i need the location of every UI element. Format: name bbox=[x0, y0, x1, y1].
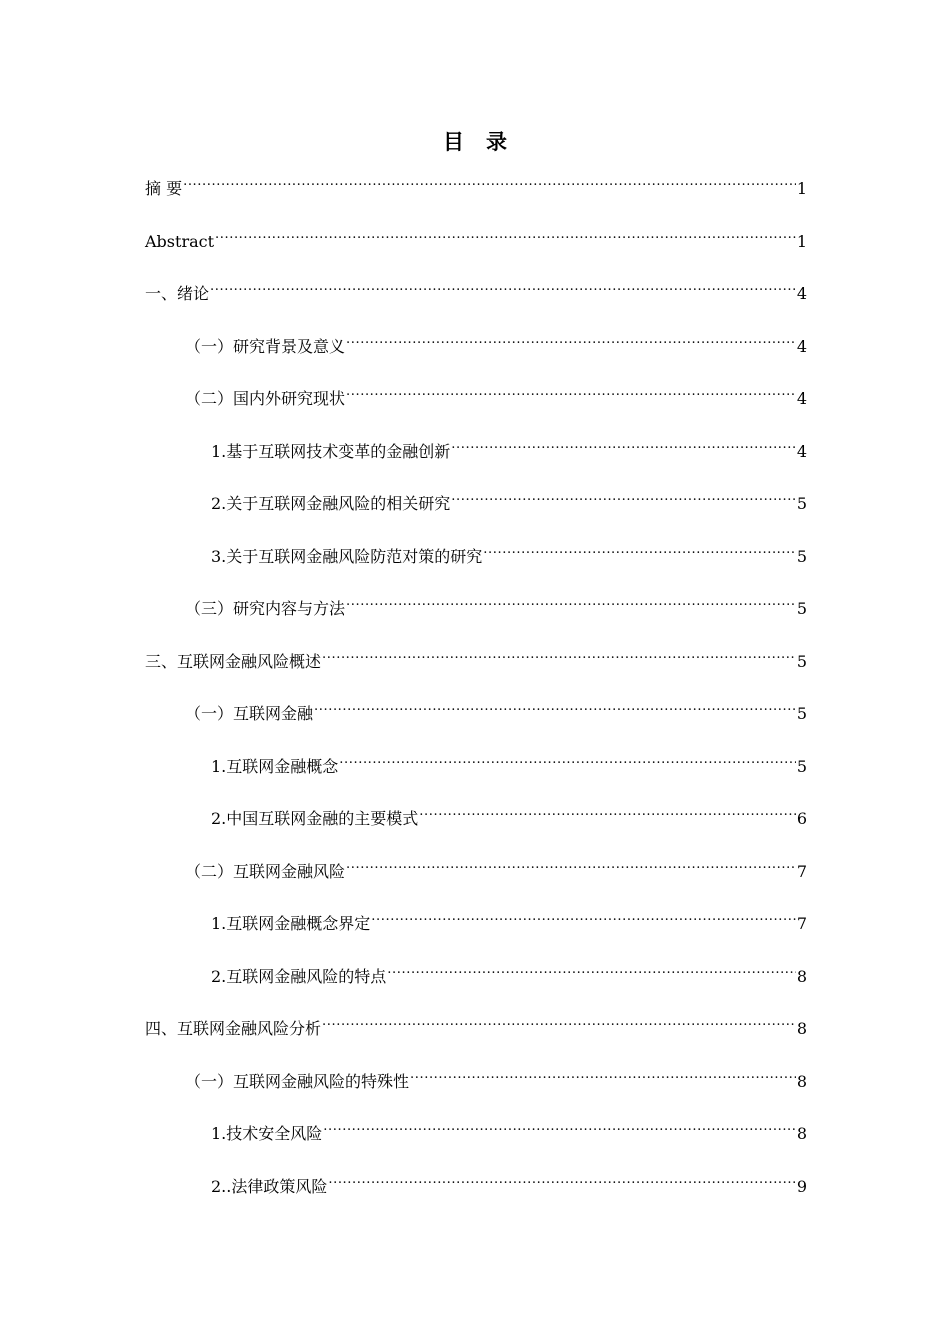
toc-entry-page: 8 bbox=[796, 1071, 807, 1091]
toc-entry[interactable] bbox=[145, 637, 807, 690]
toc-entry-label: （一）互联网金融风险的特殊性 bbox=[185, 1071, 410, 1091]
toc-entry[interactable] bbox=[145, 322, 807, 375]
toc-entry[interactable] bbox=[145, 689, 807, 742]
toc-entry-label: （一）互联网金融 bbox=[185, 704, 314, 723]
toc-entry-page: 5 bbox=[796, 494, 807, 513]
toc-dot-leader bbox=[322, 637, 796, 667]
toc-dot-leader bbox=[322, 1004, 796, 1034]
toc-dot-leader bbox=[183, 164, 796, 194]
toc-dot-leader bbox=[451, 427, 796, 457]
toc-entry[interactable] bbox=[145, 899, 807, 952]
toc-entry-label: 2.中国互联网金融的主要模式 bbox=[211, 809, 419, 828]
toc-entry-page: 8 bbox=[796, 966, 807, 986]
toc-dot-leader bbox=[387, 952, 796, 982]
toc-entry-label: 1.技术安全风险 bbox=[211, 1124, 323, 1143]
toc-dot-leader bbox=[328, 1162, 795, 1192]
toc-entry[interactable] bbox=[145, 847, 807, 900]
toc-entry[interactable] bbox=[145, 1109, 807, 1162]
toc-entry[interactable] bbox=[145, 269, 807, 322]
toc-dot-leader bbox=[339, 742, 796, 772]
toc-entry[interactable] bbox=[145, 217, 807, 270]
toc-entry-page: 5 bbox=[796, 546, 807, 566]
toc-dot-leader bbox=[451, 479, 796, 509]
toc-entry-page: 4 bbox=[796, 389, 807, 408]
toc-entry-page: 8 bbox=[796, 1124, 807, 1143]
toc-entry-label: （三）研究内容与方法 bbox=[185, 599, 346, 618]
toc-dot-leader bbox=[346, 584, 796, 614]
toc-entry[interactable] bbox=[145, 584, 807, 637]
toc-entry[interactable] bbox=[145, 1004, 807, 1057]
toc-dot-leader bbox=[483, 532, 796, 562]
toc-entry-label: 2..法律政策风险 bbox=[211, 1176, 328, 1196]
toc-entry-page: 1 bbox=[796, 179, 807, 198]
toc-dot-leader bbox=[346, 374, 796, 404]
toc-entry[interactable] bbox=[145, 164, 807, 217]
toc-entry-page: 5 bbox=[796, 651, 807, 671]
toc-entry-label: 3.关于互联网金融风险防范对策的研究 bbox=[211, 546, 483, 566]
toc-entry[interactable] bbox=[145, 532, 807, 585]
toc-entry-page: 1 bbox=[796, 231, 807, 251]
toc-entry-page: 4 bbox=[796, 336, 807, 356]
toc-entry-label: （二）互联网金融风险 bbox=[185, 861, 346, 881]
toc-entry-label: 1.基于互联网技术变革的金融创新 bbox=[211, 441, 451, 461]
toc-dot-leader bbox=[410, 1057, 796, 1087]
toc-title: 目录 bbox=[443, 129, 529, 154]
toc-entry-label: 2.关于互联网金融风险的相关研究 bbox=[211, 494, 451, 513]
toc-entry[interactable] bbox=[145, 1162, 807, 1215]
toc-entry-page: 5 bbox=[796, 599, 807, 618]
toc-dot-leader bbox=[346, 322, 796, 352]
toc-entry-page: 4 bbox=[796, 284, 807, 303]
toc-entry-label: Abstract bbox=[145, 231, 215, 251]
toc-dot-leader bbox=[419, 794, 796, 824]
toc-entry-page: 8 bbox=[796, 1019, 807, 1038]
toc-entry[interactable] bbox=[145, 952, 807, 1005]
toc-entry-label: （二）国内外研究现状 bbox=[185, 389, 346, 408]
toc-dot-leader bbox=[323, 1109, 796, 1139]
toc-entry-page: 4 bbox=[796, 441, 807, 461]
toc-entry-label: 1.互联网金融概念 bbox=[211, 756, 339, 776]
toc-entry[interactable] bbox=[145, 794, 807, 847]
toc-entry[interactable] bbox=[145, 374, 807, 427]
toc-dot-leader bbox=[346, 847, 796, 877]
toc-entry-page: 6 bbox=[796, 809, 807, 828]
toc-entry-page: 5 bbox=[796, 756, 807, 776]
toc-entry-page: 9 bbox=[796, 1176, 807, 1196]
toc-entry-label: 四、互联网金融风险分析 bbox=[145, 1019, 322, 1038]
toc-dot-leader bbox=[210, 269, 796, 299]
toc-entry-label: 摘 要 bbox=[145, 179, 183, 198]
toc-entry-label: 一、绪论 bbox=[145, 284, 210, 303]
toc-entry-label: 2.互联网金融风险的特点 bbox=[211, 966, 387, 986]
table-of-contents bbox=[145, 164, 807, 1214]
toc-dot-leader bbox=[215, 217, 796, 247]
toc-entry-label: （一）研究背景及意义 bbox=[185, 336, 346, 356]
toc-entry[interactable] bbox=[145, 1057, 807, 1110]
toc-entry[interactable] bbox=[145, 427, 807, 480]
toc-dot-leader bbox=[314, 689, 796, 719]
toc-dot-leader bbox=[371, 899, 796, 929]
toc-entry[interactable] bbox=[145, 742, 807, 795]
toc-entry-label: 三、互联网金融风险概述 bbox=[145, 651, 322, 671]
toc-entry-page: 7 bbox=[796, 861, 807, 881]
toc-entry-label: 1.互联网金融概念界定 bbox=[211, 914, 371, 933]
toc-entry[interactable] bbox=[145, 479, 807, 532]
toc-entry-page: 5 bbox=[796, 704, 807, 723]
toc-entry-page: 7 bbox=[796, 914, 807, 933]
